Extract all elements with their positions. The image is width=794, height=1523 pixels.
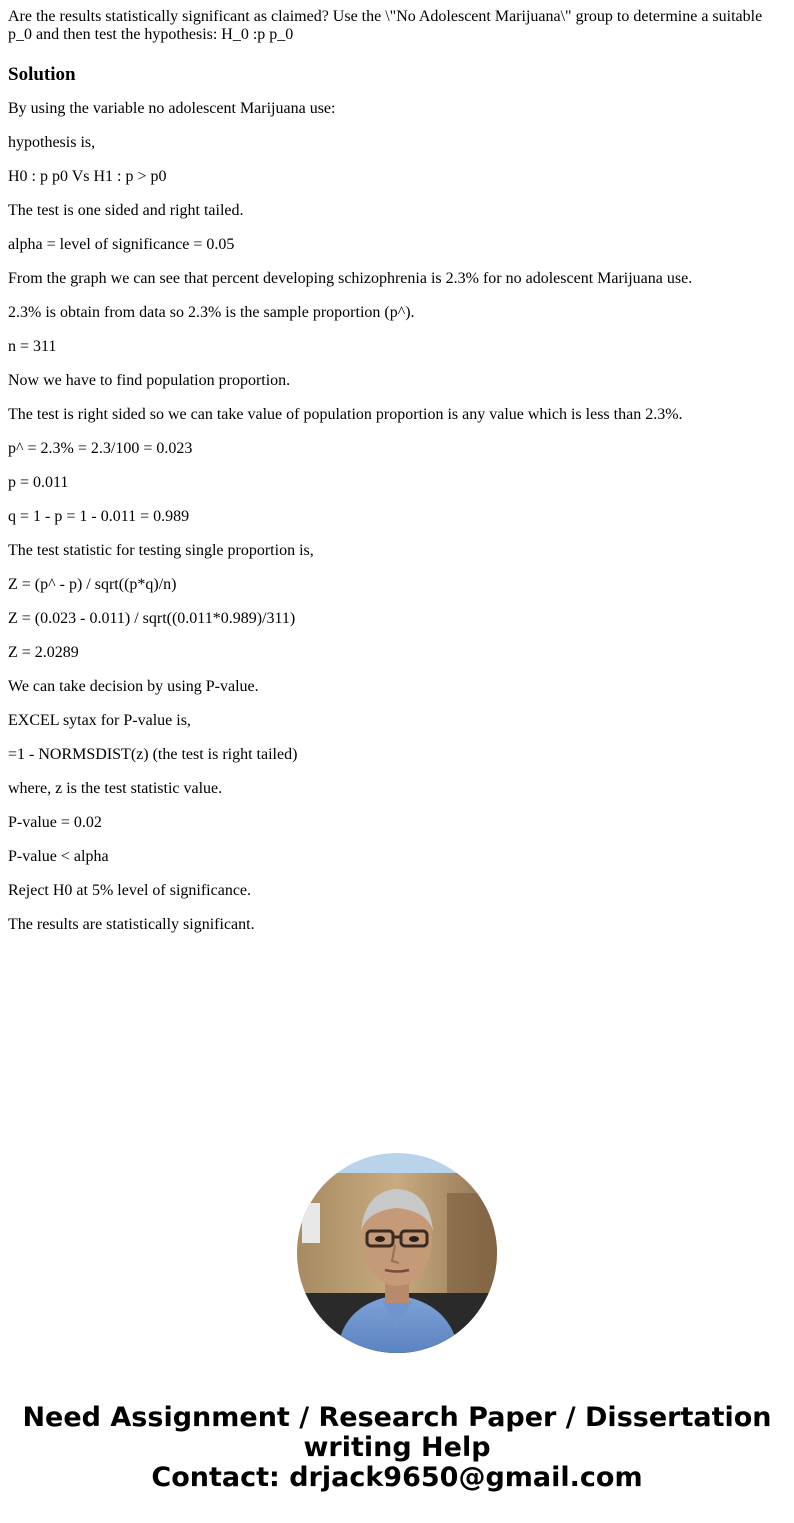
- solution-line: From the graph we can see that percent developing schizophrenia is 2.3% for no adolescent Marijuana use.: [8, 270, 693, 287]
- solution-line: n = 311: [8, 338, 57, 355]
- solution-line: 2.3% is obtain from data so 2.3% is the sample proportion (p^).: [8, 304, 415, 321]
- solution-line: Z = (p^ - p) / sqrt((p*q)/n): [8, 576, 177, 593]
- solution-line: Now we have to find population proportion.: [8, 372, 291, 389]
- solution-line: where, z is the test statistic value.: [8, 780, 223, 797]
- footer-line: writing Help: [303, 1432, 491, 1463]
- solution-line: P-value < alpha: [8, 848, 109, 865]
- solution-line: P-value = 0.02: [8, 814, 102, 831]
- solution-line: Reject H0 at 5% level of significance.: [8, 882, 252, 899]
- author-portrait-image: [297, 1153, 497, 1353]
- solution-line: p^ = 2.3% = 2.3/100 = 0.023: [8, 440, 193, 457]
- document-body: [8, 0, 786, 950]
- solution-line: The results are statistically significant.: [8, 916, 255, 933]
- solution-line: Z = 2.0289: [8, 644, 79, 661]
- footer-line: Need Assignment / Research Paper / Dissertation: [22, 1402, 772, 1433]
- footer-contact-line: Contact: drjack9650@gmail.com: [151, 1462, 643, 1493]
- solution-line: alpha = level of significance = 0.05: [8, 236, 235, 253]
- solution-line: q = 1 - p = 1 - 0.011 = 0.989: [8, 508, 190, 525]
- solution-line: H0 : p p0 Vs H1 : p > p0: [8, 168, 167, 185]
- question-text: Are the results statistically significant as claimed? Use the \"No Adolescent Marijuana\" group to determine a suitable p_0 and then test the hypothesis: H_0 :p p_0: [8, 8, 763, 43]
- author-avatar: [297, 1153, 497, 1353]
- solution-line: =1 - NORMSDIST(z) (the test is right tailed): [8, 746, 298, 763]
- solution-lines: [8, 100, 786, 934]
- solution-line: The test is right sided so we can take value of population proportion is any value which is less than 2.3%.: [8, 406, 683, 423]
- solution-line: EXCEL sytax for P-value is,: [8, 712, 191, 729]
- solution-heading: Solution: [8, 64, 76, 85]
- solution-line: By using the variable no adolescent Marijuana use:: [8, 100, 336, 117]
- solution-line: hypothesis is,: [8, 134, 96, 151]
- solution-line: Z = (0.023 - 0.011) / sqrt((0.011*0.989)/311): [8, 610, 296, 627]
- solution-line: The test statistic for testing single proportion is,: [8, 542, 314, 559]
- solution-line: We can take decision by using P-value.: [8, 678, 259, 695]
- footer-contact-banner: [0, 1403, 794, 1493]
- solution-line: The test is one sided and right tailed.: [8, 202, 244, 219]
- solution-line: p = 0.011: [8, 474, 69, 491]
